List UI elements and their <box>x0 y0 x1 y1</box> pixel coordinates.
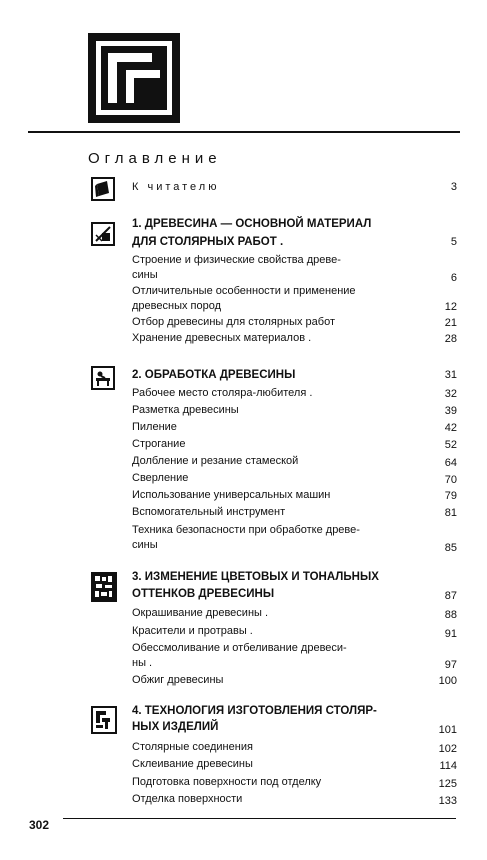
bottom-rule <box>63 818 456 819</box>
section-3-title-line1: 3. ИЗМЕНЕНИЕ ЦВЕТОВЫХ И ТОНАЛЬНЫХ <box>132 571 379 583</box>
workbench-icon <box>91 366 115 390</box>
section-1-page: 5 <box>450 236 457 248</box>
toc-entry-line2: древесных пород <box>132 300 222 312</box>
toc-entry-page: 28 <box>444 333 457 345</box>
toc-entry-line2: сины <box>132 539 158 551</box>
section-3-title-line2: ОТТЕНКОВ ДРЕВЕСИНЫ <box>132 588 275 600</box>
toc-entry-page: 97 <box>444 659 457 671</box>
reader-entry: К читателю <box>132 181 220 193</box>
toc-entry-line1: Обжиг древесины <box>132 674 224 686</box>
toc-entry-page: 91 <box>444 628 457 640</box>
toc-entry-line1: Вспомогательный инструмент <box>132 506 286 518</box>
toc-entry-line1: Подготовка поверхности под отделку <box>132 776 322 788</box>
book-icon <box>91 177 115 201</box>
wood-texture-icon <box>91 572 117 602</box>
toc-entry-page: 88 <box>444 609 457 621</box>
section-4-page: 101 <box>438 724 457 736</box>
hand-plane-icon <box>91 222 115 246</box>
toc-entry-page: 70 <box>444 474 457 486</box>
toc-entry-line1: Обессмоливание и отбеливание древеси- <box>132 642 347 654</box>
toc-entry-line1: Окрашивание древесины . <box>132 607 269 619</box>
section-1-title-line2: ДЛЯ СТОЛЯРНЫХ РАБОТ . <box>132 236 284 248</box>
toc-entry-page: 6 <box>450 272 457 284</box>
toc-entry-line1: Рабочее место столяра-любителя . <box>132 387 313 399</box>
section-1-title-line1: 1. ДРЕВЕСИНА — ОСНОВНОЙ МАТЕРИАЛ <box>132 218 372 230</box>
chapter-logo <box>88 33 180 123</box>
toc-entry-page: 39 <box>444 405 457 417</box>
toc-entry-page: 12 <box>444 301 457 313</box>
toc-entry-page: 81 <box>444 507 457 519</box>
toc-entry-page: 32 <box>444 388 457 400</box>
toc-entry-page: 42 <box>444 422 457 434</box>
toc-entry-line1: Отличительные особенности и применение <box>132 285 356 297</box>
toc-entry-line1: Столярные соединения <box>132 741 253 753</box>
toc-entry-page: 114 <box>439 760 457 772</box>
section-2-page: 31 <box>444 369 457 381</box>
toc-entry-page: 64 <box>444 457 457 469</box>
toc-entry-line1: Строение и физические свойства древе- <box>132 254 341 266</box>
section-3-page: 87 <box>444 590 457 602</box>
toc-entry-page: 85 <box>444 542 457 554</box>
section-4-title-line1: 4. ТЕХНОЛОГИЯ ИЗГОТОВЛЕНИЯ СТОЛЯР- <box>132 705 377 717</box>
toc-entry-line1: Отбор древесины для столярных работ <box>132 316 335 328</box>
top-rule <box>28 131 460 133</box>
toc-entry-line1: Красители и протравы . <box>132 625 253 637</box>
toc-entry-page: 100 <box>438 675 457 687</box>
page-number: 302 <box>29 818 50 832</box>
toc-entry-line1: Разметка древесины <box>132 404 239 416</box>
reader-page: 3 <box>450 181 457 193</box>
toc-entry-line1: Техника безопасности при обработке древе- <box>132 524 360 536</box>
toc-entry-line1: Отделка поверхности <box>132 793 243 805</box>
toc-entry-line1: Склеивание древесины <box>132 758 253 770</box>
toc-entry-line1: Строгание <box>132 438 186 450</box>
toc-entry-line1: Использование универсальных машин <box>132 489 331 501</box>
toc-entry-line1: Долбление и резание стамеской <box>132 455 299 467</box>
section-4-title-line2: НЫХ ИЗДЕЛИЙ <box>132 721 219 733</box>
toc-entry-line1: Сверление <box>132 472 189 484</box>
toc-entry-page: 52 <box>444 439 457 451</box>
joinery-icon <box>91 706 117 734</box>
toc-entry-page: 21 <box>444 317 457 329</box>
toc-entry-line1: Хранение древесных материалов . <box>132 332 312 344</box>
toc-entry-line2: сины <box>132 269 158 281</box>
toc-entry-line2: ны . <box>132 657 153 669</box>
section-2-title: 2. ОБРАБОТКА ДРЕВЕСИНЫ <box>132 369 296 381</box>
toc-entry-line1: Пиление <box>132 421 177 433</box>
toc-entry-page: 102 <box>438 743 457 755</box>
toc-entry-page: 79 <box>444 490 457 502</box>
toc-entry-page: 133 <box>438 795 457 807</box>
toc-title: Оглавление <box>88 150 222 167</box>
toc-entry-page: 125 <box>438 778 457 790</box>
